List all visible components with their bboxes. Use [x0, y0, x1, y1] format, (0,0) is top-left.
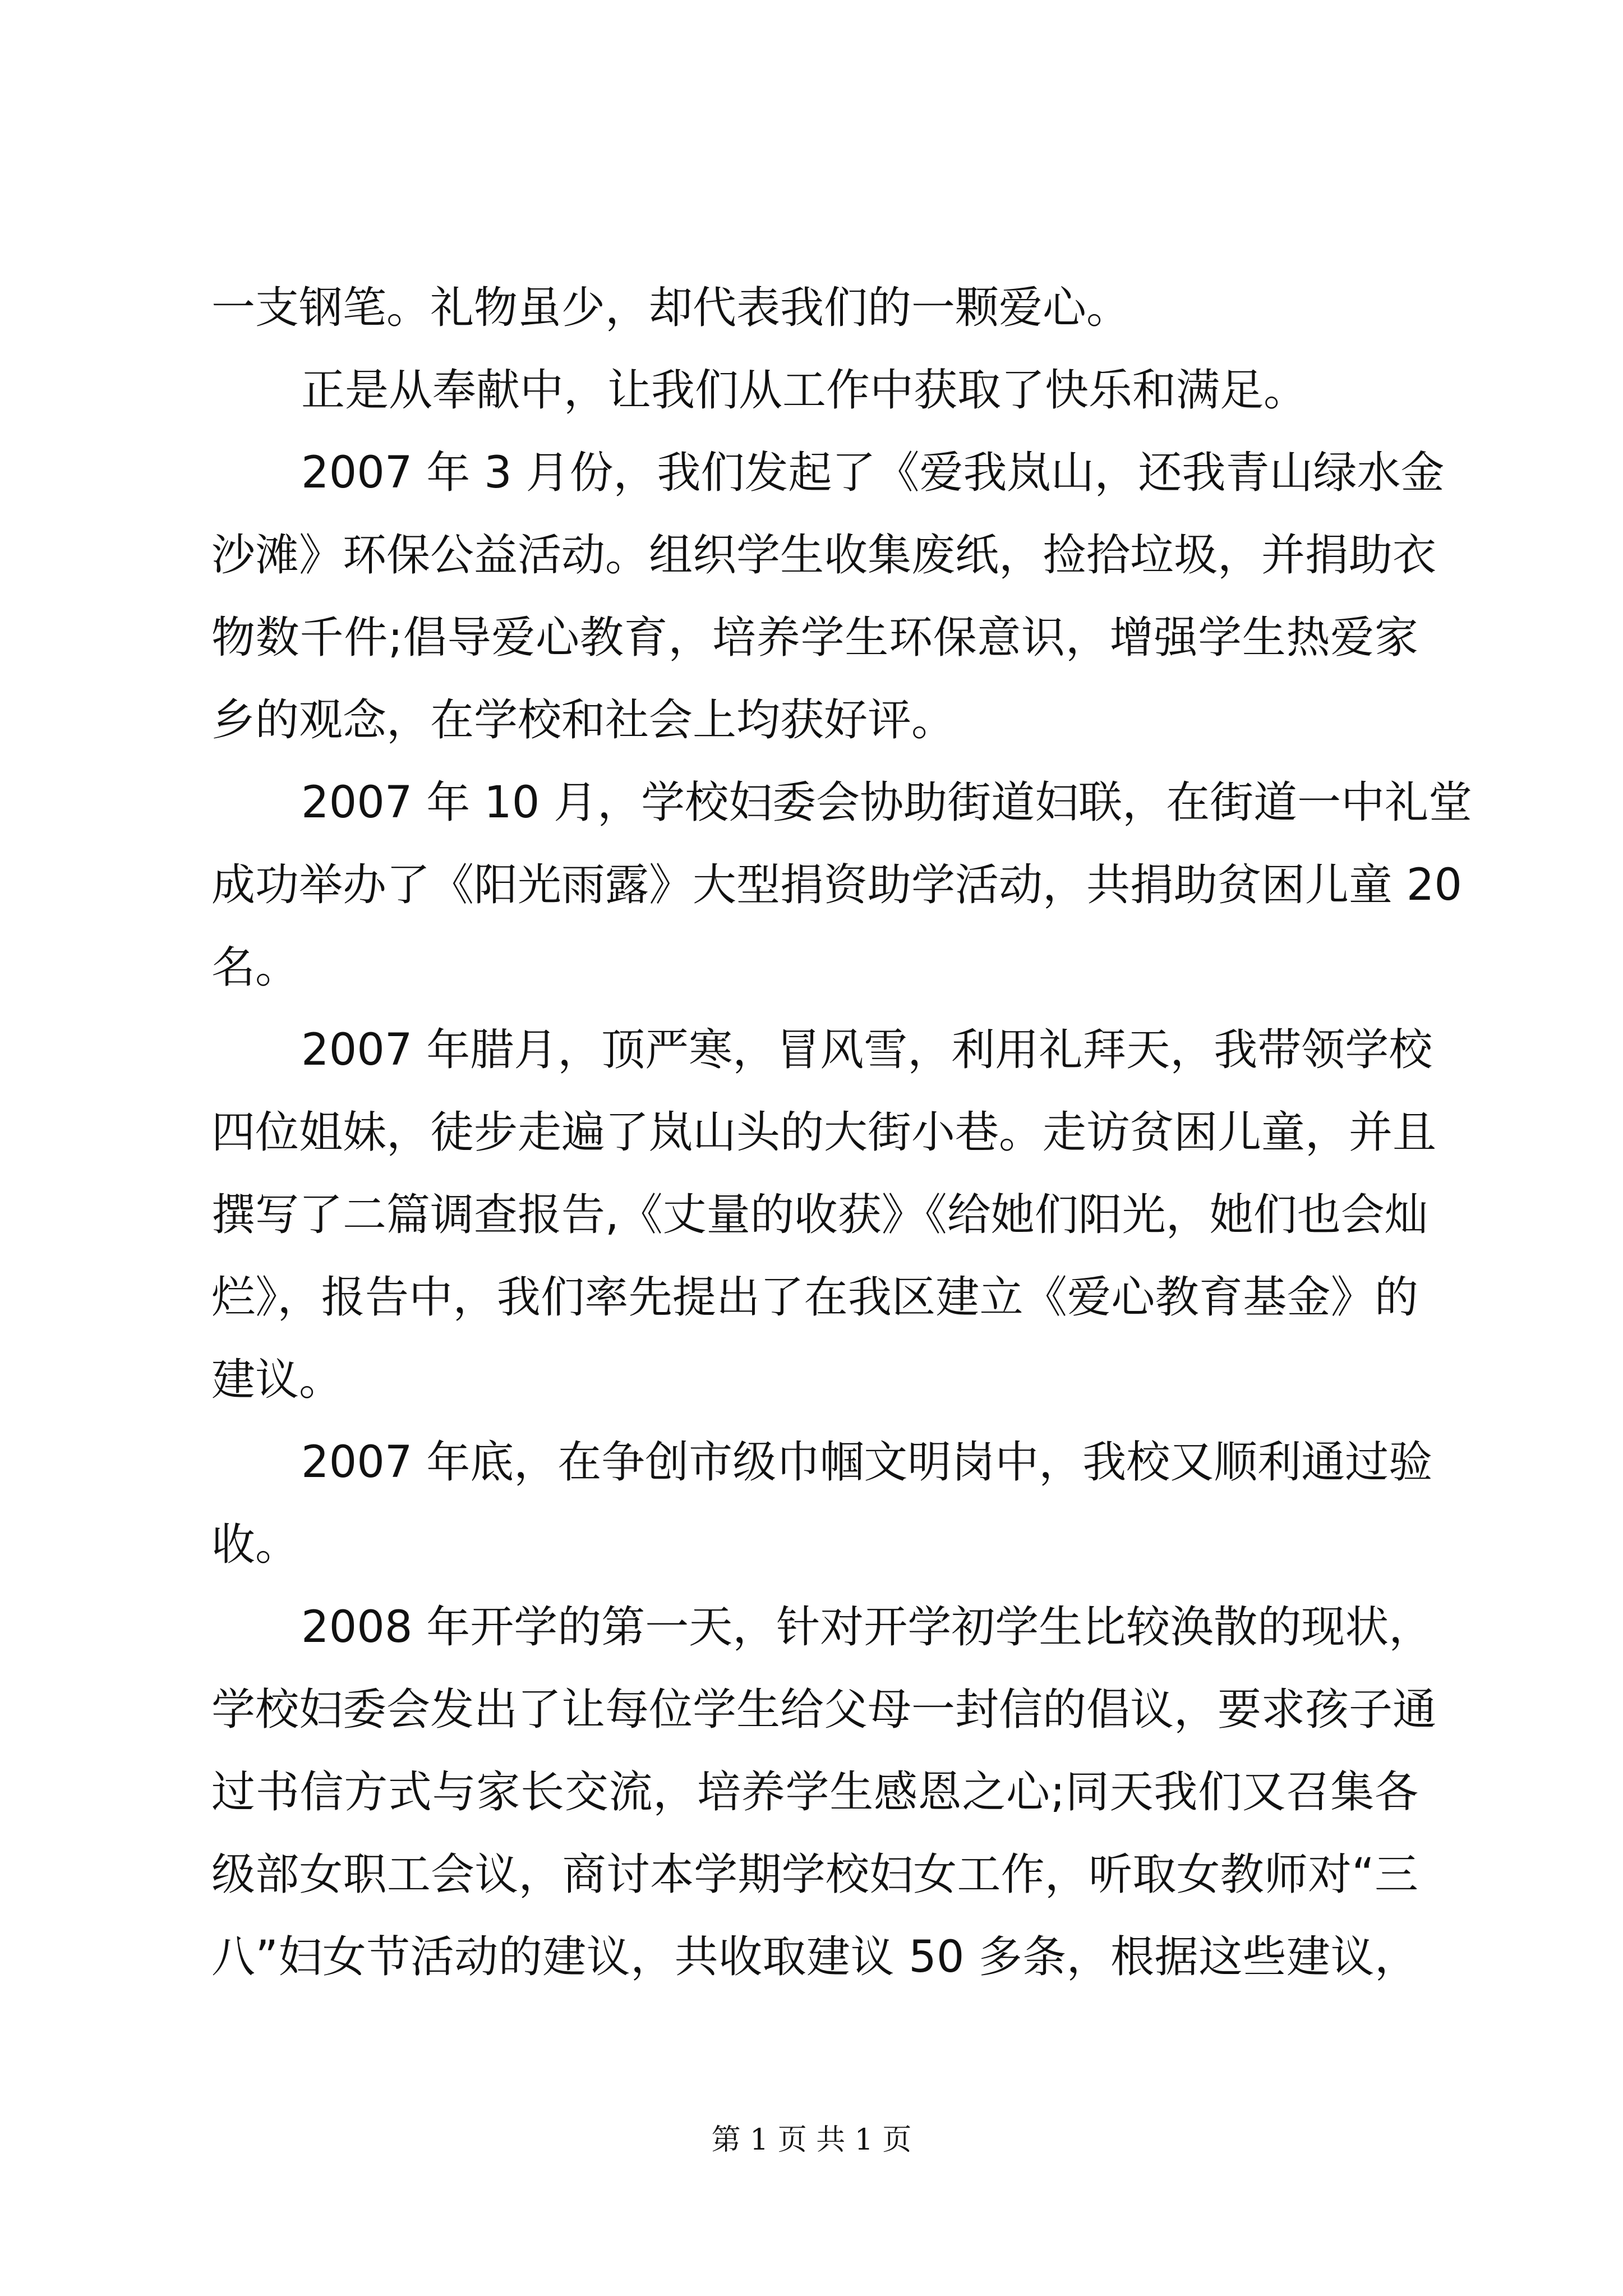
page-number-label: 第 1 页 共 1 页 — [711, 2123, 912, 2157]
paragraph-5 — [211, 1421, 1433, 1586]
text-line: 收。 — [211, 1520, 299, 1570]
text-line: 2007 年腊月，顶严寒，冒风雪，利用礼拜天，我带领学校 — [301, 1025, 1433, 1075]
text-line: 乡的观念，在学校和社会上均获好评。 — [211, 695, 956, 746]
text-line: 名。 — [211, 942, 299, 993]
text-line: 烂》，报告中，我们率先提出了在我区建立《爱心教育基金》的 — [211, 1272, 1418, 1323]
paragraph-6 — [211, 1586, 1437, 1999]
text-line: 正是从奉献中，让我们从工作中获取了快乐和满足。 — [301, 365, 1308, 416]
page-footer — [0, 2120, 1623, 2160]
text-line: 一支钢笔。礼物虽少，却代表我们的一颗爱心。 — [211, 283, 1131, 333]
text-line: 沙滩》环保公益活动。组织学生收集废纸，捡拾垃圾，并捐助衣 — [211, 530, 1437, 581]
text-line: 成功举办了《阳光雨露》大型捐资助学活动，共捐助贫困儿童 20 — [211, 860, 1463, 910]
text-line: 2008 年开学的第一天，针对开学初学生比较涣散的现状， — [301, 1602, 1433, 1653]
document-body — [211, 267, 1473, 1999]
paragraph-1 — [211, 349, 1418, 432]
text-line: 2007 年底，在争创市级巾帼文明岗中，我校又顺利通过验 — [301, 1437, 1433, 1488]
text-line: 物数千件;倡导爱心教育，培养学生环保意识，增强学生热爱家 — [211, 613, 1418, 663]
text-line: 四位姐妹，徒步走遍了岚山头的大街小巷。走访贫困儿童，并且 — [211, 1107, 1437, 1158]
text-line: 2007 年 10 月，学校妇委会协助街道妇联，在街道一中礼堂 — [301, 777, 1473, 828]
text-line: 过书信方式与家长交流，培养学生感恩之心;同天我们又召集各 — [211, 1767, 1418, 1818]
paragraph-3 — [211, 762, 1473, 1009]
paragraph-4 — [211, 1009, 1437, 1421]
paragraph-0 — [211, 267, 1418, 349]
text-line: 级部女职工会议，商讨本学期学校妇女工作，听取女教师对“三 — [211, 1849, 1418, 1900]
text-line: 2007 年 3 月份，我们发起了《爱我岚山，还我青山绿水金 — [301, 448, 1445, 498]
paragraph-2 — [211, 432, 1445, 762]
text-line: 建议。 — [211, 1355, 343, 1405]
text-line: 学校妇委会发出了让每位学生给父母一封信的倡议，要求孩子通 — [211, 1685, 1437, 1735]
text-line: 撰写了二篇调查报告,《丈量的收获》《给她们阳光，她们也会灿 — [211, 1190, 1428, 1240]
text-line: 八”妇女节活动的建议，共收取建议 50 多条，根据这些建议， — [211, 1932, 1418, 1982]
